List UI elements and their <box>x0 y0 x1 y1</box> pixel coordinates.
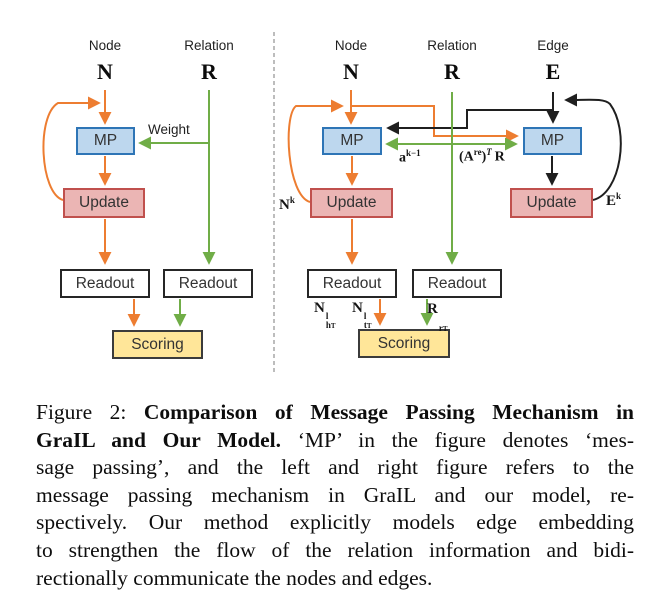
left-update-box: Update <box>63 188 145 218</box>
figure-caption <box>36 399 634 592</box>
caption-line-3: sage passing’, and the left and right figure refers to the <box>36 455 634 480</box>
left-node-column-label: Node <box>88 38 122 53</box>
right-update-node-box: Update <box>310 188 393 218</box>
left-readout-relation-box: Readout <box>163 269 253 298</box>
right-readout-relation-box: Readout <box>412 269 502 298</box>
right-scoring-box: Scoring <box>358 329 450 358</box>
label-a-k-1: $a^{k-1}$ <box>399 148 421 166</box>
arrow-right-e-to-node-mp <box>390 110 553 128</box>
caption-line-6: to strengthen the flow of the relation information and bidi- <box>36 537 634 562</box>
right-r-symbol: R <box>444 59 460 84</box>
label-n-h-t: N l hT <box>314 300 336 330</box>
left-scoring-box: Scoring <box>112 330 203 359</box>
right-relation-column-label: Relation <box>427 38 477 53</box>
right-n-symbol: N <box>343 59 359 84</box>
right-black-arrows <box>390 92 621 200</box>
label-n-k: $N^k$ <box>279 195 295 213</box>
caption-line-1: Figure 2: Comparison of Message Passing Mechanism in <box>36 400 634 424</box>
label-n-t-t: N l tT <box>352 300 372 330</box>
left-readout-node-box: Readout <box>60 269 150 298</box>
right-e-symbol: E <box>545 59 561 84</box>
right-mp-node-box: MP <box>322 127 382 155</box>
left-mp-box: MP <box>76 127 135 155</box>
label-e-k: $E^k$ <box>606 191 622 209</box>
left-r-symbol: R <box>201 59 217 84</box>
right-edge-column-label: Edge <box>537 38 569 53</box>
label-r-r-t: R rT <box>427 301 448 333</box>
right-update-edge-box: Update <box>510 188 593 218</box>
caption-line-7: rectionally communicate the nodes and edges. <box>36 565 433 590</box>
right-node-column-label: Node <box>334 38 368 53</box>
left-relation-column-label: Relation <box>184 38 234 53</box>
caption-line-4: message passing mechanism in GraIL and our model, re- <box>36 482 634 507</box>
right-mp-edge-box: MP <box>523 127 582 155</box>
caption-line-5: spectively. Our method explicitly models edge embedding <box>36 510 634 535</box>
left-weight-label: Weight <box>148 122 190 137</box>
caption-line-2: GraIL and Our Model. ‘MP’ in the figure denotes ‘mes- <box>36 427 634 452</box>
right-readout-node-box: Readout <box>307 269 397 298</box>
label-are-t-r: $(A^{re})^T$ R <box>459 147 505 165</box>
left-n-symbol: N <box>97 59 113 84</box>
